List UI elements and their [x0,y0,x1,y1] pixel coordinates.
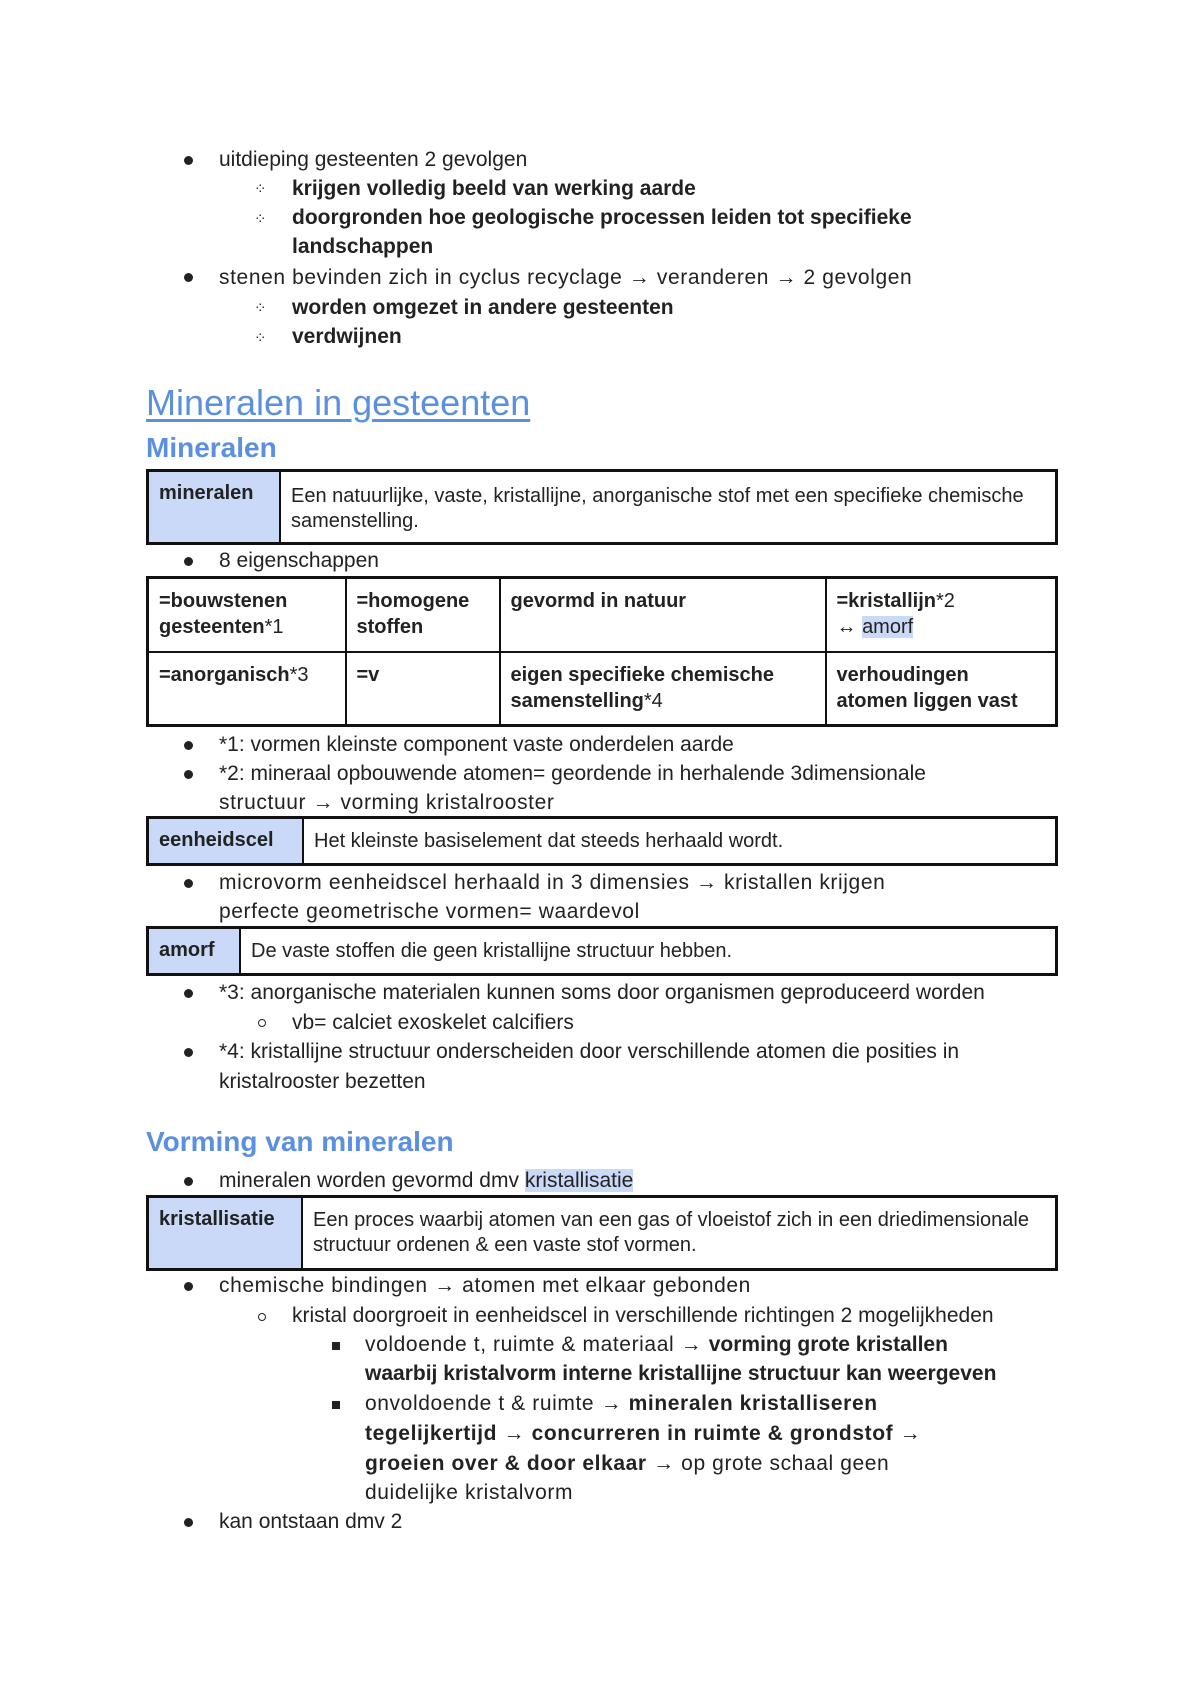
list-item-continuation [365,1450,889,1478]
bullet-dot-icon [184,156,193,165]
dotted-bullet-icon: ⁘ [254,330,267,347]
definition-text: Een proces waarbij atomen van een gas of vloeistof zich in een driedimensionale structuur ordenen & een vaste stof vormen. [313,1209,1029,1256]
table-cell: gevormd in natuur [500,578,826,652]
definition-text: Het kleinste basiselement dat steeds herhaald wordt. [314,830,784,852]
definition-text: De vaste stoffen die geen kristallijne structuur hebben. [251,940,733,962]
definition-table-kristallisatie [146,1195,1058,1271]
ring-bullet-icon [258,1019,266,1027]
list-item: verdwijnen [292,325,402,348]
list-item-continuation: tegelijkertijd → concurreren in ruimte & grondstof → [365,1422,922,1445]
table-cell: verhoudingen atomen liggen vast [826,652,1057,726]
cell-text: =kristallijn [836,590,936,612]
cell-text: =bouwstenen gesteenten [159,590,288,638]
list-item: 8 eigenschappen [219,549,379,572]
bullet-dot-icon [184,1048,193,1057]
definition-table-amorf [146,926,1058,976]
definition-term: kristallisatie [149,1198,303,1268]
bold-text: groeien over & door elkaar [365,1452,647,1475]
bullet-dot-icon [184,741,193,750]
bullet-dot-icon [184,1177,193,1186]
footnote-ref: *3 [289,663,309,686]
list-item: uitdieping gesteenten 2 gevolgen [219,148,528,171]
list-item-continuation: waarbij kristalvorm interne kristallijne structuur kan weergeven [365,1362,997,1385]
table-cell: =v [346,652,500,726]
list-item-continuation: perfecte geometrische vormen= waardevol [219,900,640,923]
bullet-dot-icon [184,273,193,282]
heading-2: Mineralen [146,432,277,463]
text: → op grote schaal geen [646,1452,890,1475]
list-item: *4: kristallijne structuur onderscheiden door verschillende atomen die posities in [219,1040,960,1063]
square-bullet-icon [332,1401,340,1409]
cell-text: =anorganisch [159,663,290,686]
bold-text: mineralen kristalliseren [628,1392,878,1415]
definition-table-mineralen [146,469,1058,545]
definition-term: eenheidscel [149,819,304,863]
dotted-bullet-icon: ⁘ [254,300,267,317]
cell-text: ↔ [836,616,863,638]
table-row [148,578,1057,652]
cell-text: eigen specifieke chemische samenstelling [510,663,774,712]
highlighted-term: kristallisatie [524,1169,634,1192]
list-item-continuation: kristalrooster bezetten [219,1070,426,1093]
bullet-dot-icon [184,1518,193,1527]
highlighted-term: amorf [862,616,914,638]
list-item: kan ontstaan dmv 2 [219,1510,403,1533]
footnote-ref: *1 [264,616,284,638]
text: voldoende t, ruimte & materiaal → [365,1333,709,1356]
footnote-ref: *4 [643,689,663,712]
list-item-continuation: landschappen [292,235,434,258]
ring-bullet-icon [258,1313,266,1321]
list-item [365,1390,878,1418]
list-item: *2: mineraal opbouwende atomen= geordende in herhalende 3dimensionale [219,762,926,785]
text: mineralen worden gevormd dmv [219,1169,525,1192]
square-bullet-icon [332,1342,340,1350]
list-item: krijgen volledig beeld van werking aarde [292,177,696,200]
list-item [365,1331,948,1359]
table-cell [826,578,1057,652]
bullet-dot-icon [184,557,193,566]
list-item: kristal doorgroeit in eenheidscel in verschillende richtingen 2 mogelijkheden [292,1304,994,1327]
list-item [219,1167,633,1195]
list-item: *3: anorganische materialen kunnen soms door organismen geproduceerd worden [219,981,985,1004]
list-item: vb= calciet exoskelet calcifiers [292,1011,574,1034]
table-cell: =homogene stoffen [346,578,500,652]
heading-2: Vorming van mineralen [146,1126,454,1157]
dotted-bullet-icon: ⁘ [254,181,267,198]
list-item: *1: vormen kleinste component vaste onderdelen aarde [219,733,734,756]
definition-term: mineralen [149,472,281,542]
table-cell [148,652,346,726]
bullet-dot-icon [184,770,193,779]
list-item: stenen bevinden zich in cyclus recyclage → veranderen → 2 gevolgen [219,266,913,289]
list-item: doorgronden hoe geologische processen leiden tot specifieke [292,206,912,229]
definition-term: amorf [149,929,241,973]
definition-table-eenheidscel [146,816,1058,866]
table-cell [148,578,346,652]
list-item: microvorm eenheidscel herhaald in 3 dimensies → kristallen krijgen [219,871,886,894]
properties-table [146,576,1058,727]
bullet-dot-icon [184,879,193,888]
bullet-dot-icon [184,1282,193,1291]
heading-1: Mineralen in gesteenten [146,382,531,423]
bold-text: vorming grote kristallen [708,1333,948,1356]
table-cell [500,652,826,726]
list-item: chemische bindingen → atomen met elkaar gebonden [219,1274,751,1297]
list-item-continuation: duidelijke kristalvorm [365,1481,574,1504]
list-item: worden omgezet in andere gesteenten [292,296,674,319]
footnote-ref: *2 [936,590,955,612]
table-row [148,652,1057,726]
definition-text: Een natuurlijke, vaste, kristallijne, anorganische stof met een specifieke chemische samenstelling. [291,485,1024,532]
dotted-bullet-icon: ⁘ [254,211,267,228]
bullet-dot-icon [184,989,193,998]
list-item-continuation: structuur → vorming kristalrooster [219,791,555,814]
text: onvoldoende t & ruimte → [365,1392,629,1415]
